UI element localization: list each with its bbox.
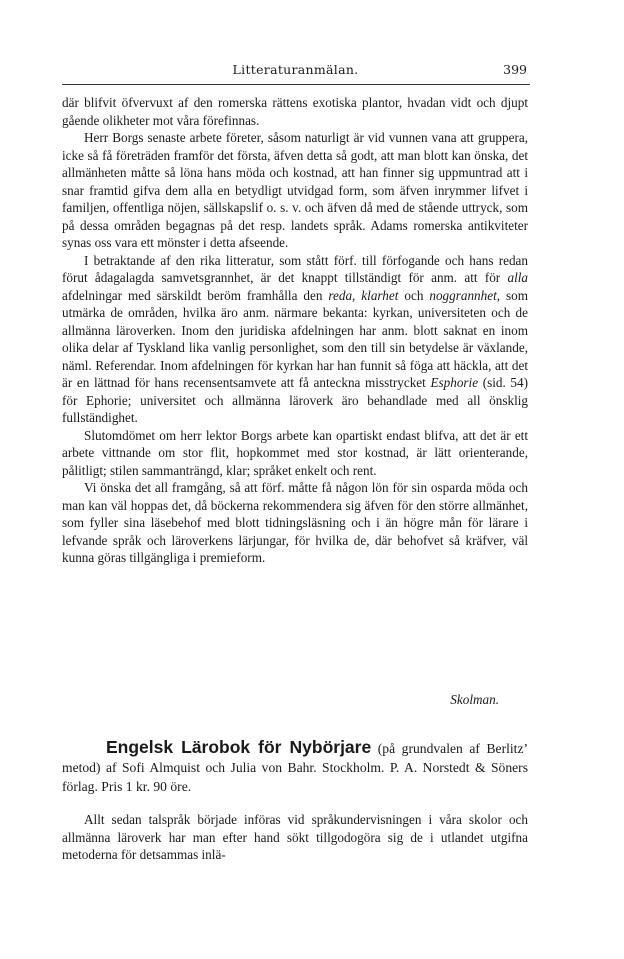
text-run: I betraktande af den rika litteratur, som stått förf. till förfogande och hans redan förut ådagalagda samvetsgrannhet, är det knappt tillständigt för anm. att för <box>62 252 528 285</box>
paragraph-continued: där blifvit öfvervuxt af den romerska rättens exotiska plantor, hvadan vidt och djupt gående olikheter mot våra förefinnas. <box>62 95 528 128</box>
text-run: afdelningar med särskildt beröm framhålla den <box>62 287 329 303</box>
running-header <box>64 60 527 82</box>
text-run: som utmärka de områden, hvilka äro anm. närmare bekanta: kyrkan, universiteten och de allmänna läroverken. Inom den juridiska afdelningen har anm. blott saknat en inom olika delar af Tyskland lika vanlig personlighet, som den till sin betydelse är växlande, näml. Referendar. Inom afdelningen för kyrkan har han funnit så föga att häckla, att det är en lättnad för hans recensentsamvete att få anteckna misstrycket <box>62 287 528 390</box>
paragraph-literature <box>62 252 528 427</box>
paragraph-verdict: Slutomdömet om herr lektor Borgs arbete kan opartiskt endast blifva, att det är ett arbete vittnande om stor flit, hopkommet med stor kostnad, är lätt orienterande, pålitligt; stilen sammanträngd, klar; språket enkelt och rent. <box>62 427 528 478</box>
text-run: (sid. 54) för Ephorie; universitet och allmänna läroverk äro behandlade med all önsklig fullständighet. <box>62 375 528 425</box>
paragraph-wishes: Vi önska det all framgång, så att förf. måtte få någon lön för sin osparda möda och man kan väl hoppas det, då böckerna rekommendera sig äfven för den större allmänhet, som fyller sina läsebehof med blott tidningsläsning och i än högre mån för lärare i lefvande språk och läroverkens lärjungar, för hvilka de, där behofvet så kräfver, väl kunna göras tillgängliga i premieform. <box>62 480 528 565</box>
second-review-body <box>62 811 528 864</box>
emphasis-alla: alla <box>507 270 528 285</box>
page-number: 399 <box>503 62 527 77</box>
header-rule <box>62 84 530 85</box>
book-title: Engelsk Lärobok för Nybörjare <box>106 737 372 757</box>
paragraph-intro: Allt sedan talspråk började införas vid språkundervisningen i våra skolor och allmänna läroverk har man efter hand sökt tillgodogöra sig de i utlandet utgifna metoderna för detsammas inlä- <box>62 812 528 862</box>
emphasis-esphorie: Esphorie <box>430 375 479 390</box>
emphasis-reda-klarhet: reda, klarhet <box>328 287 399 303</box>
review-body <box>62 94 528 567</box>
book-details: (på grundvalen af Berlitz’ metod) af Sofi Almquist och Julia von Bahr. Stockholm. P. A. Norstedt & Söners förlag. Pris 1 kr. 90 öre. <box>62 741 528 794</box>
book-entry <box>62 738 528 796</box>
paragraph-borgs-work: Herr Borgs senaste arbete företer, såsom naturligt är vid vunnen vana att gruppera, icke så få företräden framför det första, äfven detta så godt, att man blott kan önska, det allmänheten måtte så löna hans möda och kostnad, att han finner sig uppmuntrad att i snar framtid gifva dem alla en betydligt utvidgad form, som äfven inrymmer lifvet i familjen, offentliga nöjen, sällskapslif o. s. v. och äfven då med de stående uttryck, som på dessa områden begagnas på det resp. landets språk. Adams romerska antikviteter synas oss vara ett mönster i detta afseende. <box>62 130 528 250</box>
signature: Skolman. <box>450 692 499 707</box>
running-title: Litteraturanmälan. <box>232 62 359 77</box>
text-run: och <box>398 287 430 303</box>
emphasis-noggrannhet: noggrannhet, <box>429 287 501 303</box>
